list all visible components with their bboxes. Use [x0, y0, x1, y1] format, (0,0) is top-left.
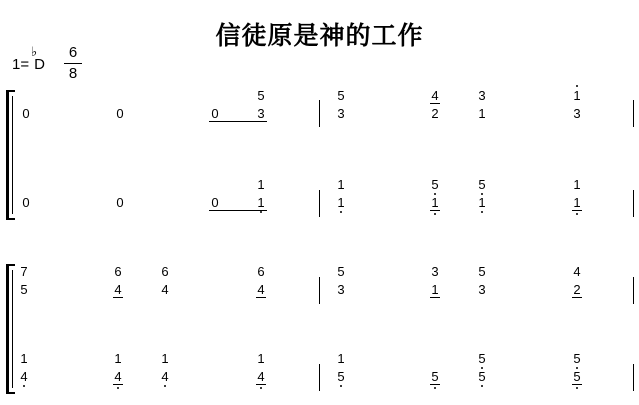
- note-digit: 1: [20, 351, 28, 366]
- note-digit: 6: [114, 264, 122, 279]
- note-digit: 6: [257, 264, 265, 279]
- note-digit: 1: [257, 177, 265, 192]
- note-underline: [430, 297, 440, 298]
- note-digit: 0: [211, 195, 219, 210]
- note-digit: 4: [114, 282, 122, 297]
- barline: [633, 277, 634, 304]
- note-digit: 5: [573, 369, 581, 384]
- note-underline: [430, 384, 440, 385]
- note-digit: 1: [337, 351, 345, 366]
- note-digit: 7: [20, 264, 28, 279]
- note-digit: 5: [478, 264, 486, 279]
- octave-dot-below: [576, 387, 578, 389]
- note-digit: 2: [431, 106, 439, 121]
- note-digit: 1: [114, 351, 122, 366]
- beam-line: [209, 121, 267, 122]
- note-digit: 0: [116, 106, 124, 121]
- key-note: D: [34, 56, 45, 73]
- note-digit: 1: [257, 351, 265, 366]
- note-underline: [256, 297, 266, 298]
- octave-dot-below: [340, 385, 342, 387]
- song-title: 信徒原是神的工作: [215, 21, 424, 50]
- note-digit: 3: [257, 106, 265, 121]
- octave-dot-below: [260, 211, 262, 213]
- note-digit: 1: [431, 282, 439, 297]
- octave-dot-below: [481, 385, 483, 387]
- note-digit: 1: [431, 195, 439, 210]
- note-underline: [430, 210, 440, 211]
- note-digit: 5: [257, 88, 265, 103]
- note-digit: 3: [337, 282, 345, 297]
- note-digit: 6: [161, 264, 169, 279]
- note-digit: 4: [257, 282, 265, 297]
- note-digit: 5: [431, 177, 439, 192]
- note-digit: 4: [573, 264, 581, 279]
- barline: [319, 100, 320, 127]
- octave-dot-below: [576, 367, 578, 369]
- note-digit: 5: [337, 88, 345, 103]
- note-digit: 5: [431, 369, 439, 384]
- flat-sign: ♭: [31, 44, 38, 59]
- barline: [633, 190, 634, 217]
- note-digit: 1: [573, 195, 581, 210]
- note-digit: 0: [211, 106, 219, 121]
- note-digit: 5: [337, 264, 345, 279]
- note-digit: 0: [116, 195, 124, 210]
- note-digit: 1: [478, 106, 486, 121]
- note-digit: 1: [478, 195, 486, 210]
- note-digit: 1: [161, 351, 169, 366]
- meter-bottom: 8: [68, 65, 78, 82]
- note-underline: [572, 384, 582, 385]
- octave-dot-below: [340, 211, 342, 213]
- octave-dot-below: [117, 387, 119, 389]
- note-digit: 3: [337, 106, 345, 121]
- time-signature: [64, 44, 82, 83]
- octave-dot-below: [434, 213, 436, 215]
- note-underline: [572, 210, 582, 211]
- octave-dot-below: [481, 211, 483, 213]
- note-digit: 5: [20, 282, 28, 297]
- barline: [319, 364, 320, 391]
- note-digit: 4: [114, 369, 122, 384]
- note-digit: 1: [337, 177, 345, 192]
- note-digit: 1: [337, 195, 345, 210]
- note-underline: [113, 384, 123, 385]
- octave-dot-below: [23, 385, 25, 387]
- barline: [319, 277, 320, 304]
- note-digit: 1: [573, 88, 581, 103]
- key-prefix: 1=: [12, 56, 30, 73]
- note-underline: [256, 384, 266, 385]
- note-digit: 3: [478, 282, 486, 297]
- note-digit: 5: [337, 369, 345, 384]
- note-digit: 5: [478, 369, 486, 384]
- barline: [633, 364, 634, 391]
- note-digit: 3: [573, 106, 581, 121]
- octave-dot-below: [481, 193, 483, 195]
- note-digit: 5: [573, 351, 581, 366]
- octave-dot-below: [164, 385, 166, 387]
- note-digit: 4: [257, 369, 265, 384]
- note-underline: [572, 297, 582, 298]
- note-underline: [113, 297, 123, 298]
- note-digit: 1: [573, 177, 581, 192]
- note-digit: 4: [161, 282, 169, 297]
- octave-dot-below: [481, 367, 483, 369]
- octave-dot-above: [576, 85, 578, 87]
- note-digit: 0: [22, 106, 30, 121]
- barline: [633, 100, 634, 127]
- note-digit: 4: [20, 369, 28, 384]
- beam-line: [209, 210, 267, 211]
- octave-dot-below: [576, 213, 578, 215]
- note-underline: [430, 103, 440, 104]
- meter-top: 6: [68, 44, 78, 61]
- note-digit: 0: [22, 195, 30, 210]
- note-digit: 5: [478, 177, 486, 192]
- note-digit: 1: [257, 195, 265, 210]
- meter-line: [64, 63, 82, 64]
- octave-dot-below: [260, 387, 262, 389]
- note-digit: 3: [478, 88, 486, 103]
- key-signature: [12, 44, 45, 73]
- note-digit: 5: [478, 351, 486, 366]
- note-digit: 3: [431, 264, 439, 279]
- octave-dot-below: [434, 193, 436, 195]
- barline: [319, 190, 320, 217]
- note-digit: 4: [431, 88, 439, 103]
- note-digit: 2: [573, 282, 581, 297]
- octave-dot-below: [434, 387, 436, 389]
- note-digit: 4: [161, 369, 169, 384]
